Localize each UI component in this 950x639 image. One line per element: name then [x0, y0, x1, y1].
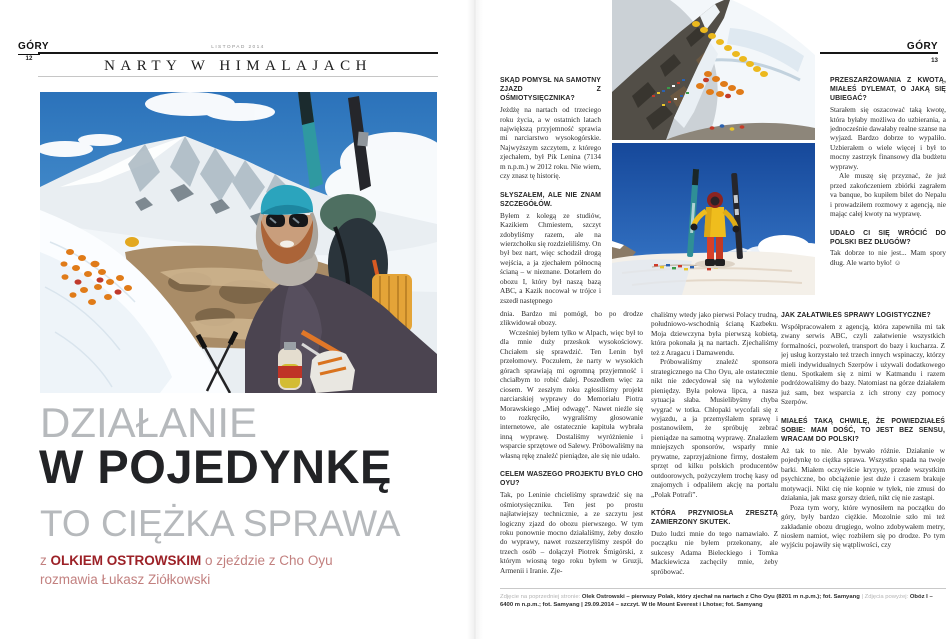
column-1-bottom	[500, 310, 643, 586]
caption-text-1: Olek Ostrowski – pierwszy Polak, który zjechał na nartach z Cho Oyu (8201 m n.p.m.); fot. Samyang	[581, 594, 860, 600]
header-rule-thick-right	[820, 52, 938, 54]
article-block: Współpracowałem z agencją, która zapewniła mi tak zwany serwis ABC, czyli załatwienie wszystkich formalności, pozwoleń, transport do bazy i kucharza. Z jej usług korzystało też trzech innych wspinaczy, którzy mieli indywidualnych Szerpów i używali dodatkowego tlenu. Spotkałem się z nimi w Katmandu i razem podróżowaliśmy do bazy. Natomiast na górze działałem już sam, bez wsparcia z ich strony czy pomocy Szerpów.	[781, 322, 945, 407]
logo-text: GÓRY	[18, 41, 50, 52]
section-title: NARTY W HIMALAJACH	[104, 58, 372, 74]
subtitle-prefix: z	[40, 553, 51, 568]
header-rule-thin	[38, 76, 438, 77]
logo-text-right: GÓRY	[906, 41, 938, 52]
column-2	[651, 311, 778, 584]
article-block: CELEM WASZEGO PROJEKTU BYŁO CHO OYU?	[500, 471, 643, 488]
column-1-top	[500, 76, 601, 307]
issue-date: LISTOPAD 2014	[211, 45, 265, 50]
magazine-logo-right	[892, 42, 938, 52]
article-block: PRZESZARŻOWANIA Z KWOTĄ, MIAŁEŚ DYLEMAT, O JAKĄ SIĘ UBIEGAĆ?	[830, 77, 946, 103]
camp-one-illustration	[612, 0, 815, 140]
article-block: Dużo ludzi mnie do tego namawiało. Z początku nie byłem przekonany, ale sukcesy Adama Bieleckiego i Tomka Mackiewicza zachęciły mnie, żeby spróbować.	[651, 529, 778, 576]
article-block: SKĄD POMYSŁ NA SAMOTNY ZJAZD Z OŚMIOTYSIĘCZNIKA?	[500, 77, 601, 103]
summit-skier-illustration	[612, 143, 815, 295]
page-number-right: 13	[931, 57, 938, 64]
page-number-left: 12	[25, 55, 33, 63]
subtitle-suffix: o zjeździe z Cho Oyu	[201, 553, 333, 568]
column-4-top-right	[830, 76, 946, 309]
caption-label-1: Zdjęcie na poprzedniej stronie:	[500, 594, 582, 600]
article-block: Tak, po Leninie chcieliśmy sprawdzić się na ośmiotysięczniku. Ten jest po prostu najłatwiejszy technicznie, a ze szczytu jest logiczny zjazd do obozu pierwszego. W tym roku ponownie mocno działaliśmy, żeby doszło do wyprawy, nawet rozszerzyliśmy zespół do trzech osób – dołączył Piotrek Śmigórski, z którym wiosną tego roku byłem w Gruzji, Armenii i Iranie. Zje-	[500, 491, 643, 575]
article-block: Tak dobrze to nie jest... Mam spory dług. Ale warto było! ☺	[830, 249, 946, 267]
header-rule-thick	[38, 52, 438, 54]
article-block: Ale muszę się przyznać, że już przed zakończeniem zbiórki zagrałem va banque, bo kupiłem bilet do Nepalu i prowadziłem rozmowy z agencją, nie mając całej kwoty na wyprawę.	[830, 172, 946, 219]
article-title-line1: DZIAŁANIE	[40, 399, 258, 446]
article-block: Poza tym wory, które wynosiłem na początku do góry, były bardzo ciężkie. Mozolnie szło mi też zakładanie obozu drugiego, wolno zdobywałem metry, niosłem namiot, więc rozbiłem się po drodze. Po tym wyjściu pojawiły się wątpliwości, czy	[781, 503, 945, 550]
interviewer-line: rozmawia Łukasz Ziółkowski	[40, 571, 211, 587]
summit-selfie-photo	[40, 92, 437, 393]
magazine-logo	[18, 41, 50, 63]
article-block: Aż tak to nie. Ale bywało różnie. Działanie w pojedynkę to ciężka sprawa. Wszystko spada na twoje barki. Miałem oczywiście kryzysy, przede wszystkim psychiczne, bo obciążenie jest duże i czasem brakuje motywacji. Nikt cię nie kopnie w tyłek, nie zmusi do działania, jak masz gorszy dzień, nikt cię nie zastąpi.	[781, 446, 945, 503]
caption-label-2: Zdjęcia powyżej:	[864, 594, 910, 600]
article-block: Byłem z kolegą ze studiów, Kazikiem Chmiestem, szczyt zdobyliśmy razem, ale na wierzchołku się rozdzieliliśmy. On był bez nart, więc schodził drogą wejścia, a ja zjechałem północną ścianą – w nieznane. Dotarłem do obozu I, który był naszą bazą ABC, a Kazik nocował w trójce i zszedł następnego	[500, 211, 601, 305]
article-block: UDAŁO CI SIĘ WRÓCIĆ DO POLSKI BEZ DŁUGÓW?	[830, 229, 946, 246]
article-block: SŁYSZAŁEM, ALE NIE ZNAM SZCZEGÓŁÓW.	[500, 191, 601, 208]
summit-selfie-illustration	[40, 92, 437, 393]
face	[711, 197, 720, 206]
camp-one-photo	[612, 0, 815, 140]
caption-separator: |	[859, 594, 865, 600]
article-block: Starałem się oszacować taką kwotę, która byłaby możliwa do uzbierania, a jednocześnie dawałaby realne szanse na wyjazd. Bardzo dobrze to wypaliło. Uzbierałem o wiele więcej i był to mocny zastrzyk finansowy dla budżetu wyprawy.	[830, 106, 946, 171]
article-block: Próbowaliśmy znaleźć sponsora strategicznego na Cho Oyu, ale ostatecznie nikt nie zdecydował się na wyłożenie pieniędzy. Była połowa lipca, a nasza sytuacja słaba. Musielibyśmy chyba wygrać w totka. Chłopaki wycofali się z wyjazdu, a ja przemyślałem sprawę i postanowiłem, że spróbuję zebrać pieniądze na samotną wyprawę. Znalazłem mniejszych sponsorów, wsparły mnie prywatne, zaprzyjaźnione firmy, dostałem sprzęt od kilku polskich producentów outdoorowych, pożyczyłem trochę kasy od znajomych i odpaliłem akcję na portalu „Polak Potrafi”.	[651, 358, 778, 499]
article-block: dnia. Bardzo mi pomógł, bo po drodze zlikwidował obozy.	[500, 310, 643, 328]
right-page	[475, 0, 950, 639]
article-subtitle	[40, 552, 333, 589]
photo-caption	[500, 588, 946, 609]
article-block: KTÓRA PRZYNIOSŁA ZRESZTĄ ZAMIERZONY SKUTEK.	[651, 510, 778, 527]
column-3-wide	[781, 311, 945, 584]
article-block: Wcześniej byłem tylko w Alpach, więc był to dla mnie duży przeskok wysokościowy. Chciałem się sprawdzić. Ten Lenin był przełomowy. Poczułem, że narty w wysokich górach sprawiają mi ogromną przyjemność i chciałbym to robić dalej. Poszedłem więc za ciosem. W zeszłym roku zgłosiliśmy projekt narciarskiej wyprawy do Memoriału Piotra Morawskiego „Miej odwagę”. Nawet nieźle się to rozkręciło, wygraliśmy głosowanie internetowe, ale ostatecznie kapituła wybrała inną wyprawę. Dostaliśmy wyróżnienie i wsparcie sprzętowe od Salewy. Próbowaliśmy na własną rękę znaleźć pieniądze, ale się nie udało.	[500, 328, 643, 460]
article-block: chaliśmy wtedy jako pierwsi Polacy trudną, południowo-wschodnią ścianą Kazbeku. Moja dziewczyna była pierwszą kobietą, która pokonała ją na nartach. Zjechaliśmy też z Aragacu i Damawendu.	[651, 311, 778, 357]
article-block: JAK ZAŁATWIŁEŚ SPRAWY LOGISTYCZNE?	[781, 312, 931, 319]
article-block: Jeżdżę na nartach od trzeciego roku życia, a w ostatnich latach największą przyjemność sprawia mi narciarstwo wysokogórskie. Najwyższym szczytem, z którego zjechałem, był Pik Lenina (7134 m n.p.m.) w 2012 roku. Nie wiem, czy znasz tę historię.	[500, 106, 601, 181]
article-title-line2: W POJEDYNKĘ	[39, 440, 392, 493]
interviewee-name: OLKIEM OSTROWSKIM	[50, 553, 202, 568]
article-title-line3: TO CIĘŻKA SPRAWA	[40, 503, 401, 544]
caption-text-2: Obóz I – 6400 m n.p.m.; fot. Samyang | 29.09.2014 – szczyt. W tle Mount Everest i Lhotse; fot. Samyang	[500, 594, 933, 609]
article-block: MIAŁEŚ TAKĄ CHWILĘ, ŻE POWIEDZIAŁEŚ SOBIE: MAM DOŚĆ, TO JEST BEZ SENSU, WRACAM DO POLSKI?	[781, 417, 945, 444]
summit-skier-photo	[612, 143, 815, 295]
